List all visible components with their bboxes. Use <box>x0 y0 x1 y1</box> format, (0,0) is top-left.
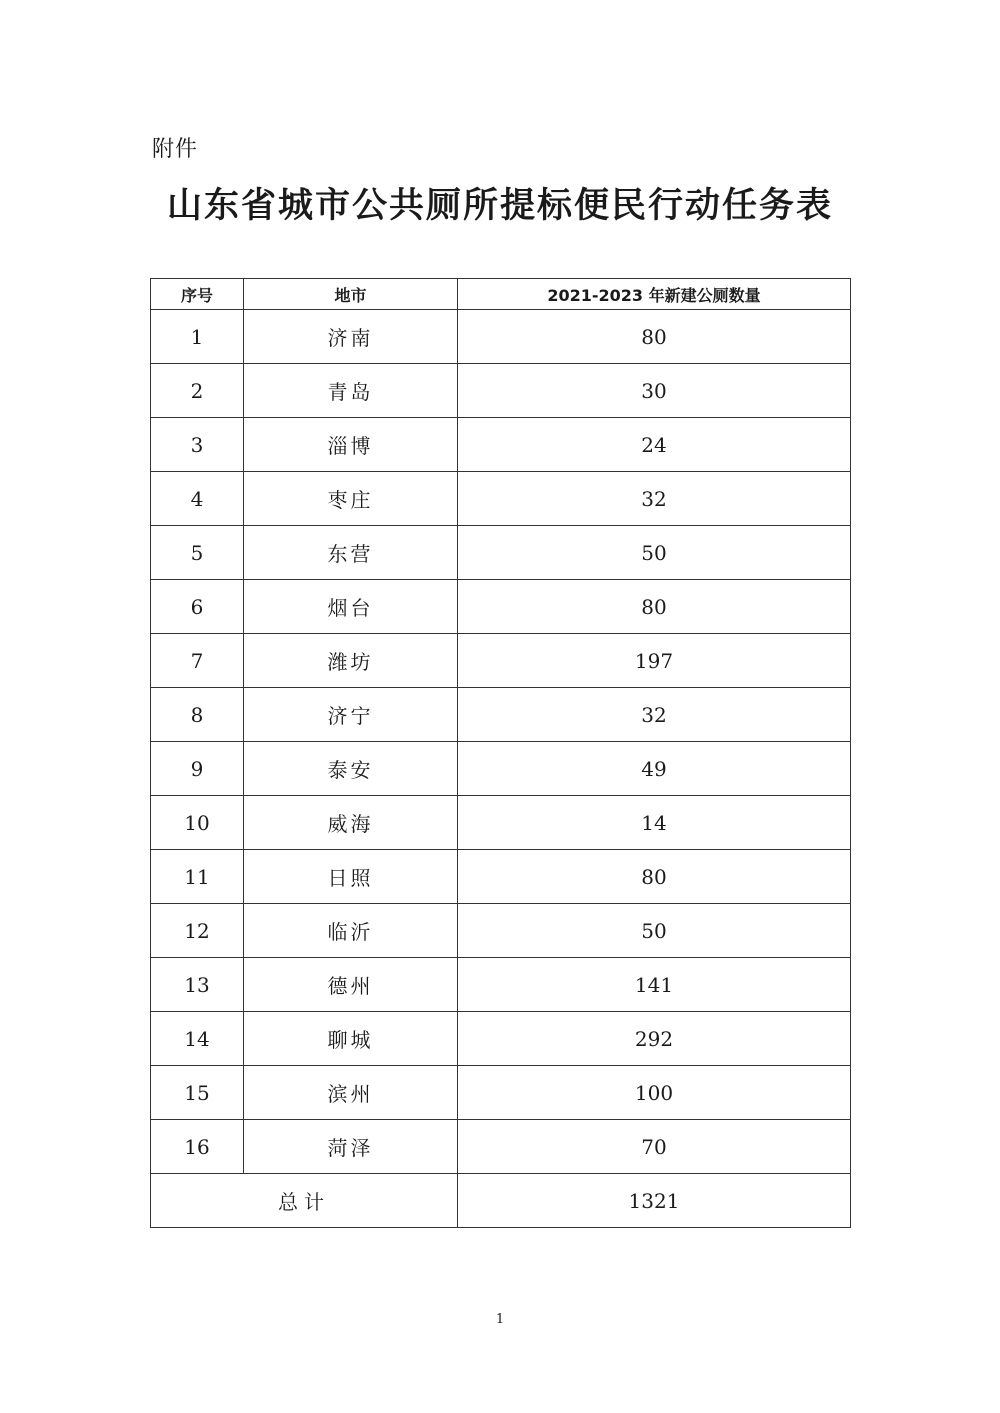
row-city: 烟台 <box>244 580 458 634</box>
row-count: 24 <box>458 418 851 472</box>
row-index: 1 <box>151 310 244 364</box>
row-count: 80 <box>458 580 851 634</box>
row-count: 30 <box>458 364 851 418</box>
row-count: 80 <box>458 310 851 364</box>
table-row <box>151 472 851 526</box>
row-city: 潍坊 <box>244 634 458 688</box>
header-city: 地市 <box>244 279 458 310</box>
row-count: 32 <box>458 688 851 742</box>
header-count: 2021-2023 年新建公厕数量 <box>458 279 851 310</box>
row-city: 东营 <box>244 526 458 580</box>
task-table <box>150 278 851 1228</box>
row-count: 80 <box>458 850 851 904</box>
table-row <box>151 634 851 688</box>
table-row <box>151 310 851 364</box>
table-header-row <box>151 279 851 310</box>
table-row <box>151 580 851 634</box>
row-count: 49 <box>458 742 851 796</box>
row-city: 青岛 <box>244 364 458 418</box>
row-count: 14 <box>458 796 851 850</box>
row-count: 197 <box>458 634 851 688</box>
total-label: 总计 <box>151 1174 458 1228</box>
table-row <box>151 688 851 742</box>
row-city: 泰安 <box>244 742 458 796</box>
row-count: 50 <box>458 526 851 580</box>
row-index: 6 <box>151 580 244 634</box>
row-city: 菏泽 <box>244 1120 458 1174</box>
row-city: 淄博 <box>244 418 458 472</box>
row-count: 141 <box>458 958 851 1012</box>
total-count: 1321 <box>458 1174 851 1228</box>
row-city: 滨州 <box>244 1066 458 1120</box>
row-count: 50 <box>458 904 851 958</box>
row-index: 8 <box>151 688 244 742</box>
row-city: 枣庄 <box>244 472 458 526</box>
table-row <box>151 1120 851 1174</box>
table-row <box>151 850 851 904</box>
table-row <box>151 904 851 958</box>
table-total-row <box>151 1174 851 1228</box>
table-row <box>151 796 851 850</box>
row-index: 12 <box>151 904 244 958</box>
row-city: 聊城 <box>244 1012 458 1066</box>
row-city: 临沂 <box>244 904 458 958</box>
table-row <box>151 742 851 796</box>
document-title: 山东省城市公共厕所提标便民行动任务表 <box>166 186 833 226</box>
table-row <box>151 1066 851 1120</box>
row-index: 14 <box>151 1012 244 1066</box>
row-city: 日照 <box>244 850 458 904</box>
row-count: 32 <box>458 472 851 526</box>
row-index: 5 <box>151 526 244 580</box>
row-count: 100 <box>458 1066 851 1120</box>
row-index: 3 <box>151 418 244 472</box>
row-index: 10 <box>151 796 244 850</box>
row-index: 15 <box>151 1066 244 1120</box>
page-number: 1 <box>495 1312 505 1327</box>
table-row <box>151 526 851 580</box>
row-city: 威海 <box>244 796 458 850</box>
row-city: 济南 <box>244 310 458 364</box>
row-count: 292 <box>458 1012 851 1066</box>
table-row <box>151 418 851 472</box>
row-count: 70 <box>458 1120 851 1174</box>
table-row <box>151 364 851 418</box>
row-city: 济宁 <box>244 688 458 742</box>
table-row <box>151 1012 851 1066</box>
row-index: 2 <box>151 364 244 418</box>
row-index: 11 <box>151 850 244 904</box>
row-index: 13 <box>151 958 244 1012</box>
attachment-label: 附件 <box>152 137 199 162</box>
row-city: 德州 <box>244 958 458 1012</box>
table-row <box>151 958 851 1012</box>
row-index: 9 <box>151 742 244 796</box>
row-index: 16 <box>151 1120 244 1174</box>
row-index: 7 <box>151 634 244 688</box>
header-index: 序号 <box>151 279 244 310</box>
row-index: 4 <box>151 472 244 526</box>
